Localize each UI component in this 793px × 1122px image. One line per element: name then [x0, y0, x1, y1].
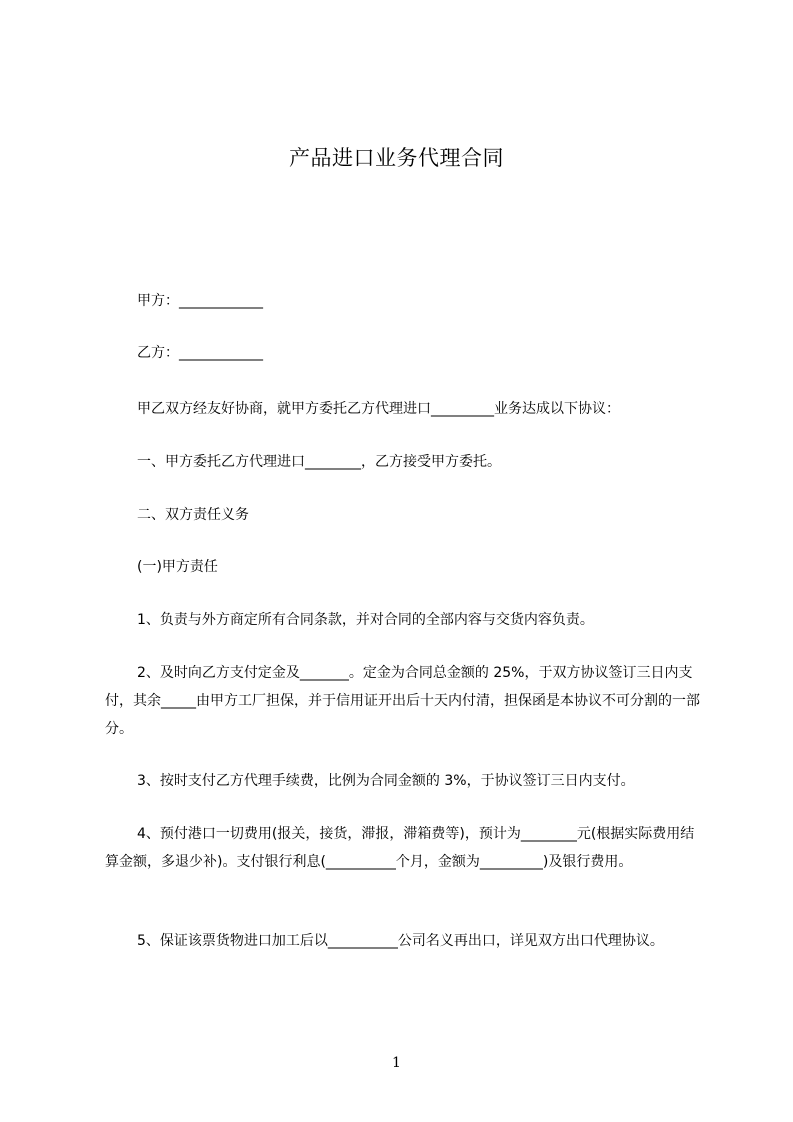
clause-1: 一、甲方委托乙方代理进口________，乙方接受甲方委托。 — [137, 454, 501, 470]
intro-paragraph: 甲乙双方经友好协商，就甲方委托乙方代理进口_________业务达成以下协议： — [137, 401, 620, 417]
section-a-heading: (一)甲方责任 — [137, 559, 218, 575]
item-5: 5、保证该票货物进口加工后以__________公司名义再出口，详见双方出口代理协议。 — [137, 933, 664, 949]
item-2: 2、及时向乙方支付定金及_______。定金为合同总金额的 25%，于双方协议签订三日内支付，其余_____由甲方工厂担保，并于信用证开出后十天内付清，担保函是本协议不可分割的一部分。 — [105, 665, 700, 737]
party-a-line: 甲方：____________ — [137, 293, 263, 309]
clause-2-heading: 二、双方责任义务 — [137, 507, 249, 523]
item-4: 4、预付港口一切费用(报关，接货，滞报，滞箱费等)，预计为________元(根据实际费用结算金额，多退少补)。支付银行利息(__________个月，金额为_________)及银行费用。 — [105, 826, 695, 870]
page-number: 1 — [392, 1055, 401, 1071]
document-title: 产品进口业务代理合同 — [289, 146, 504, 170]
party-b-line: 乙方：____________ — [137, 345, 263, 361]
item-1: 1、负责与外方商定所有合同条款，并对合同的全部内容与交货内容负责。 — [137, 612, 594, 628]
item-3: 3、按时支付乙方代理手续费，比例为合同金额的 3%，于协议签订三日内支付。 — [137, 773, 635, 789]
